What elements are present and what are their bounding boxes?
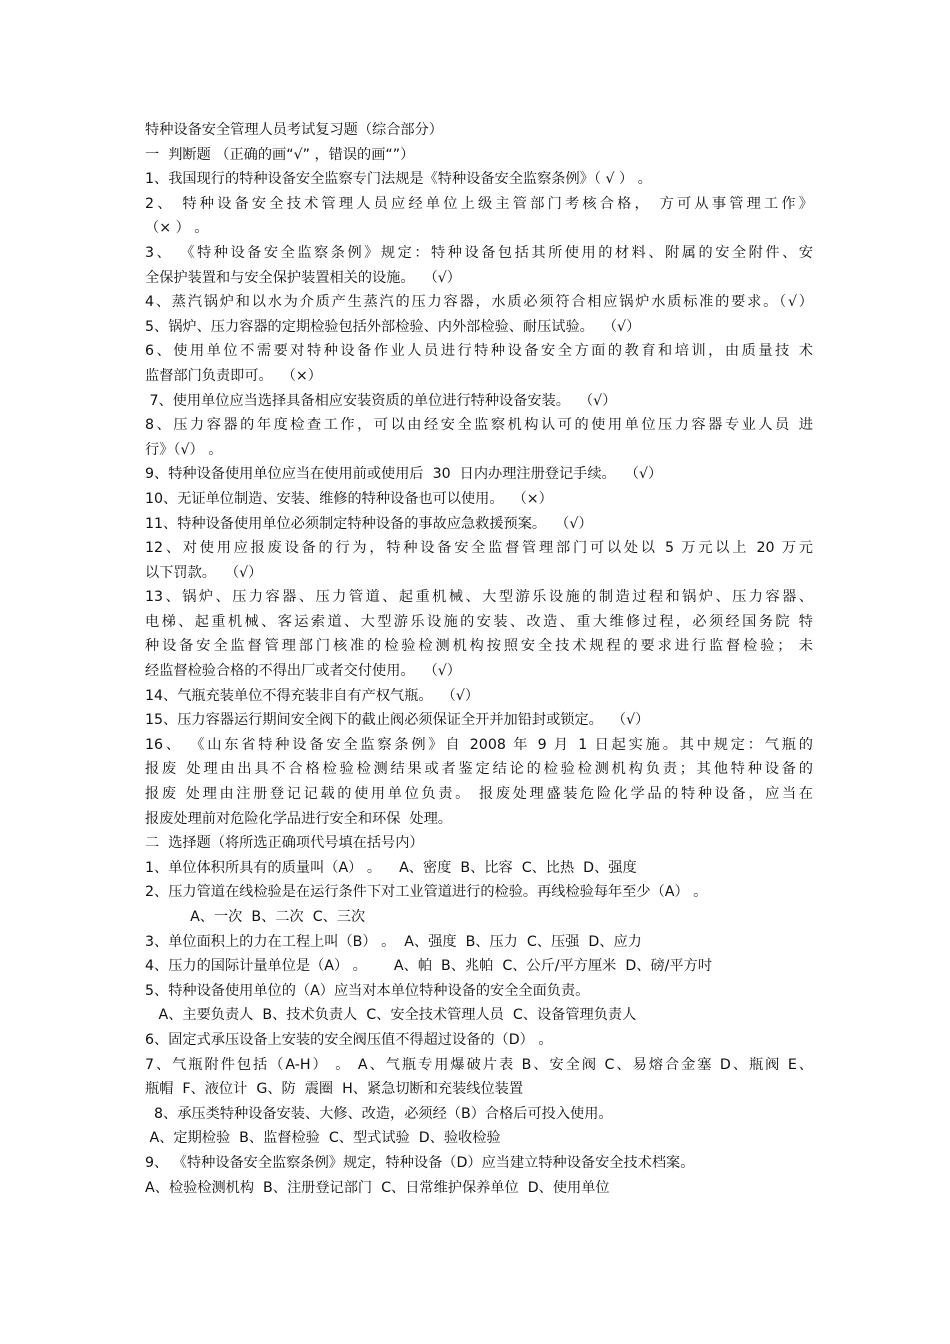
- text-line: A、定期检验 B、监督检验 C、型式试验 D、验收检验: [145, 1130, 501, 1147]
- text-line: A、主要负责人 B、技术负责人 C、安全技术管理人员 C、设备管理负责人: [145, 1007, 637, 1024]
- text-line: 13、锅炉、压力容器、压力管道、起重机械、大型游乐设施的制造过程和锅炉、压力容器、: [145, 589, 813, 606]
- text-line: 9、特种设备使用单位应当在使用前或使用后 30 日内办理注册登记手续。 （√）: [145, 466, 663, 483]
- text-line: 1、我国现行的特种设备安全监察专门法规是《特种设备安全监察条例》（ √ ） 。: [145, 171, 652, 188]
- text-line: 4、蒸汽锅炉和以水为介质产生蒸汽的压力容器，水质必须符合相应锅炉水质标准的要求。（√）: [145, 294, 813, 311]
- section-heading-choice: 二 选择题（将所选正确项代号填在括号内）: [145, 835, 424, 852]
- text-line: A、检验检测机构 B、注册登记部门 C、日常维护保养单位 D、使用单位: [145, 1179, 610, 1196]
- text-line: 瓶帽 F、液位计 G、防 震圈 H、紧急切断和充装线位装置: [145, 1081, 524, 1098]
- text-line: 1、单位体积所具有的质量叫（A） 。 A、密度 B、比容 C、比热 D、强度: [145, 859, 637, 876]
- text-line: 8、压力容器的年度检查工作，可以由经安全监察机构认可的使用单位压力容器专业人员 进: [145, 417, 813, 434]
- text-line: 电梯、起重机械、客运索道、大型游乐设施的安装、改造、重大维修过程，必须经国务院 特: [145, 613, 813, 630]
- text-line: 2、压力管道在线检验是在运行条件下对工业管道进行的检验。再线检验每年至少（A） 。: [145, 884, 708, 901]
- text-line: 报废 处理由出具不合格检验检测结果或者鉴定结论的检验检测机构负责；其他特种设备的: [145, 761, 813, 778]
- text-line: 14、气瓶充装单位不得充装非自有产权气瓶。 （√）: [145, 687, 480, 704]
- text-line: 11、特种设备使用单位必须制定特种设备的事故应急救援预案。 （√）: [145, 515, 593, 532]
- text-line: 10、无证单位制造、安装、维修的特种设备也可以使用。 （×）: [145, 490, 553, 507]
- text-line: 7、气瓶附件包括（A-H） 。 A、气瓶专用爆破片表 B、安全阀 C、易熔合金塞 D、瓶阀 E、: [145, 1056, 813, 1073]
- document-body: [145, 118, 813, 1200]
- text-line: 5、特种设备使用单位的（A）应当对本单位特种设备的安全全面负责。: [145, 982, 590, 999]
- text-line: 3、单位面积上的力在工程上叫（B） 。 A、强度 B、压力 C、压强 D、应力: [145, 933, 642, 950]
- text-line: 4、压力的国际计量单位是（A） 。 A、帕 B、兆帕 C、公斤/平方厘米 D、磅/平方吋: [145, 958, 713, 975]
- text-line: 2、 特种设备安全技术管理人员应经单位上级主管部门考核合格， 方可从事管理工作》: [145, 195, 813, 212]
- text-line: 种设备安全监督管理部门核准的检验检测机构按照安全技术规程的要求进行监督检验； 未: [145, 638, 813, 655]
- text-line: 经监督检验合格的不得出厂或者交付使用。 （√）: [145, 663, 461, 680]
- text-line: 报废 处理由注册登记记载的使用单位负责。 报废处理盛装危险化学品的特种设备，应当在: [145, 786, 813, 803]
- text-line: 6、固定式承压设备上安装的安全阀压值不得超过设备的（D） 。: [145, 1031, 553, 1048]
- text-line: 9、 《特种设备安全监察条例》规定，特种设备（D）应当建立特种设备安全技术档案。: [145, 1154, 695, 1171]
- text-line: 5、锅炉、压力容器的定期检验包括外部检验、内外部检验、耐压试验。 （√）: [145, 318, 641, 335]
- text-line: 8、承压类特种设备安装、大修、改造，必须经（B）合格后可投入使用。: [145, 1105, 613, 1122]
- text-line: 7、使用单位应当选择具备相应安装资质的单位进行特种设备安装。 （√）: [145, 392, 617, 409]
- text-line: 15、压力容器运行期间安全阀下的截止阀必须保证全开并加铅封或锁定。 （√）: [145, 712, 650, 729]
- text-line: 12、对使用应报废设备的行为，特种设备安全监督管理部门可以处以 5 万元以上 20 万元: [145, 540, 813, 557]
- text-line: 以下罚款。 （√）: [145, 564, 263, 581]
- text-line: 报废处理前对危险化学品进行安全和环保 处理。: [145, 810, 452, 827]
- text-line: （× ） 。: [145, 220, 209, 237]
- text-line: 行》（√） 。: [145, 441, 223, 458]
- section-heading-judgment: 一 判断题 （正确的画“√” ，错误的画“”）: [145, 146, 415, 163]
- text-line: 16、 《山东省特种设备安全监察条例》自 2008 年 9 月 1 日起实施。其中规定：气瓶的: [145, 736, 813, 753]
- text-line: 3、 《特种设备安全监察条例》规定：特种设备包括其所使用的材料、附属的安全附件、安: [145, 244, 813, 261]
- document-title: 特种设备安全管理人员考试复习题（综合部分）: [145, 122, 443, 138]
- text-line: 6、使用单位不需要对特种设备作业人员进行特种设备安全方面的教育和培训，由质量技 术: [145, 343, 813, 360]
- text-line: A、一次 B、二次 C、三次: [145, 909, 366, 925]
- text-line: 监督部门负责即可。 （×）: [145, 367, 322, 384]
- text-line: 全保护装置和与安全保护装置相关的设施。 （√）: [145, 269, 461, 286]
